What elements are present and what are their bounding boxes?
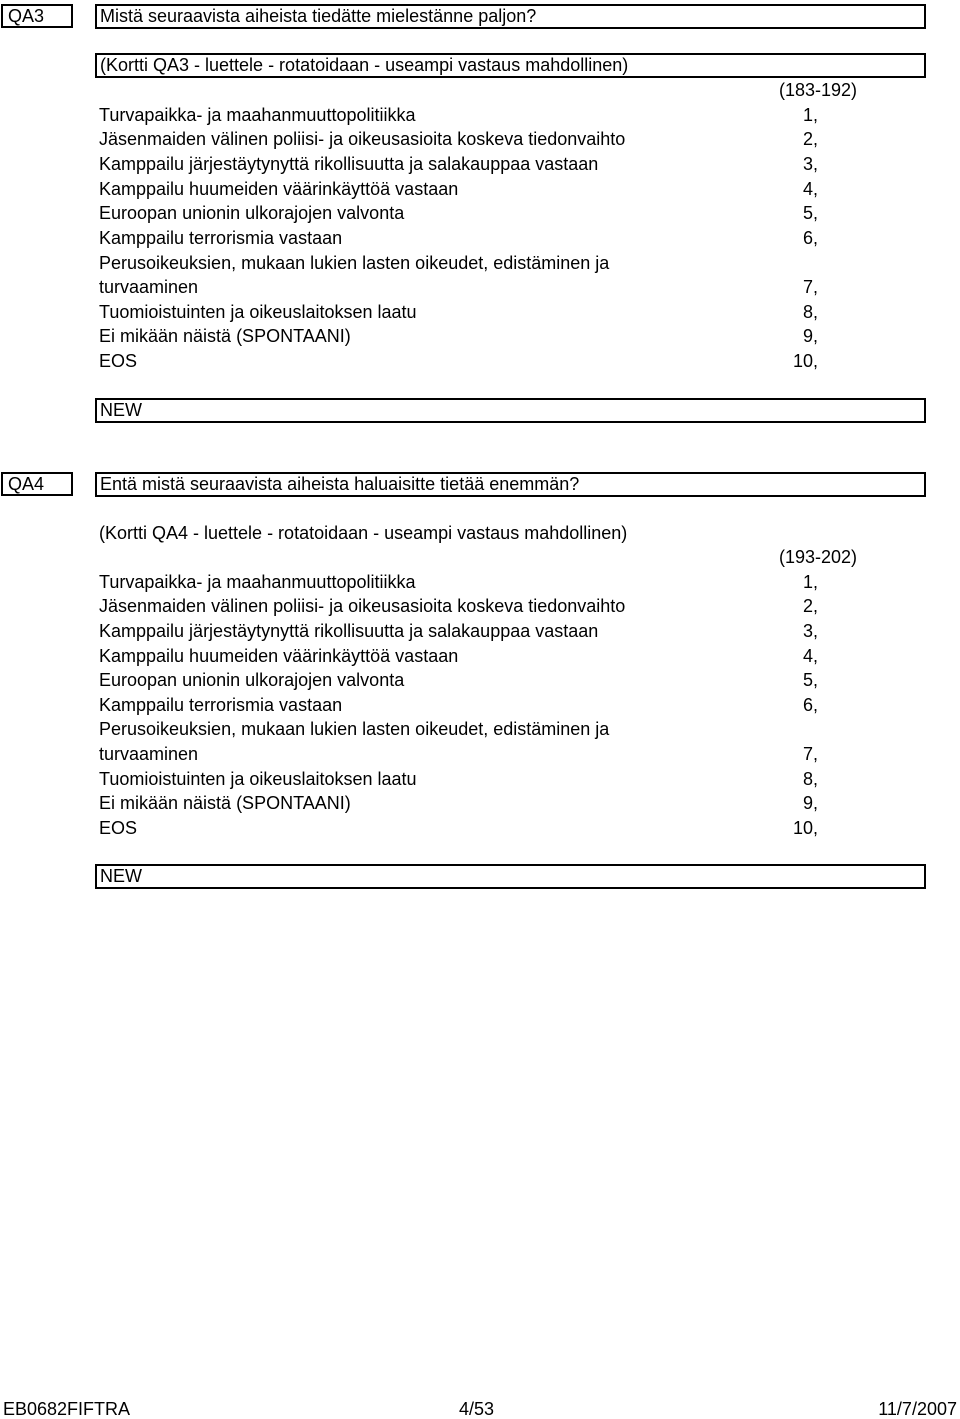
range-qa4: (193-202) (778, 547, 857, 567)
option-label: Ei mikään näistä (SPONTAANI) (99, 793, 351, 813)
option-label: Kamppailu terrorismia vastaan (99, 228, 343, 248)
question-id-qa4: QA4 (1, 472, 73, 496)
option-code: 3, (802, 154, 818, 174)
option-label: Turvapaikka- ja maahanmuuttopolitiikka (99, 572, 416, 592)
new-marker-qa3: NEW (95, 398, 926, 423)
option-code: 4, (802, 179, 818, 199)
question-id-qa3: QA3 (1, 4, 73, 28)
option-code: 4, (802, 646, 818, 666)
option-code: 6, (802, 695, 818, 715)
option-code: 9, (802, 326, 818, 346)
new-marker-qa4: NEW (95, 864, 926, 889)
footer-page-number: 4/53 (459, 1399, 495, 1419)
option-label: Perusoikeuksien, mukaan lukien lasten oikeudet, edistäminen ja (99, 253, 610, 273)
option-code: 1, (802, 105, 818, 125)
option-code: 8, (802, 769, 818, 789)
instruction-qa4: (Kortti QA4 - luettele - rotatoidaan - useampi vastaus mahdollinen) (99, 523, 628, 543)
option-label: Tuomioistuinten ja oikeuslaitoksen laatu (99, 302, 417, 322)
option-label: Kamppailu järjestäytynyttä rikollisuutta ja salakauppaa vastaan (99, 154, 599, 174)
option-label: Perusoikeuksien, mukaan lukien lasten oikeudet, edistäminen ja (99, 719, 610, 739)
option-code: 9, (802, 793, 818, 813)
footer-date: 11/7/2007 (878, 1399, 957, 1419)
question-text-qa4: Entä mistä seuraavista aiheista haluaisitte tietää enemmän? (95, 472, 926, 497)
option-code: 6, (802, 228, 818, 248)
option-code: 2, (802, 596, 818, 616)
option-label-continued: turvaaminen (99, 744, 199, 764)
option-code: 10, (792, 818, 818, 838)
instruction-qa3: (Kortti QA3 - luettele - rotatoidaan - useampi vastaus mahdollinen) (95, 53, 926, 78)
option-label: Jäsenmaiden välinen poliisi- ja oikeusasioita koskeva tiedonvaihto (99, 596, 626, 616)
option-label: EOS (99, 818, 138, 838)
option-code: 7, (802, 277, 818, 297)
option-label-continued: turvaaminen (99, 277, 199, 297)
option-code: 5, (802, 670, 818, 690)
option-label: Ei mikään näistä (SPONTAANI) (99, 326, 351, 346)
option-code: 5, (802, 203, 818, 223)
option-label: EOS (99, 351, 138, 371)
option-code: 10, (792, 351, 818, 371)
option-code: 2, (802, 129, 818, 149)
option-code: 8, (802, 302, 818, 322)
option-code: 7, (802, 744, 818, 764)
option-label: Turvapaikka- ja maahanmuuttopolitiikka (99, 105, 416, 125)
option-label: Kamppailu huumeiden väärinkäyttöä vastaan (99, 646, 459, 666)
option-label: Euroopan unionin ulkorajojen valvonta (99, 203, 405, 223)
option-label: Jäsenmaiden välinen poliisi- ja oikeusasioita koskeva tiedonvaihto (99, 129, 626, 149)
option-label: Kamppailu terrorismia vastaan (99, 695, 343, 715)
question-text-qa3: Mistä seuraavista aiheista tiedätte mielestänne paljon? (95, 4, 926, 29)
footer-doc-code: EB0682FIFTRA (3, 1399, 131, 1419)
option-label: Kamppailu järjestäytynyttä rikollisuutta ja salakauppaa vastaan (99, 621, 599, 641)
option-label: Tuomioistuinten ja oikeuslaitoksen laatu (99, 769, 417, 789)
option-code: 1, (802, 572, 818, 592)
option-code: 3, (802, 621, 818, 641)
range-qa3: (183-192) (778, 80, 857, 100)
option-label: Euroopan unionin ulkorajojen valvonta (99, 670, 405, 690)
option-label: Kamppailu huumeiden väärinkäyttöä vastaan (99, 179, 459, 199)
